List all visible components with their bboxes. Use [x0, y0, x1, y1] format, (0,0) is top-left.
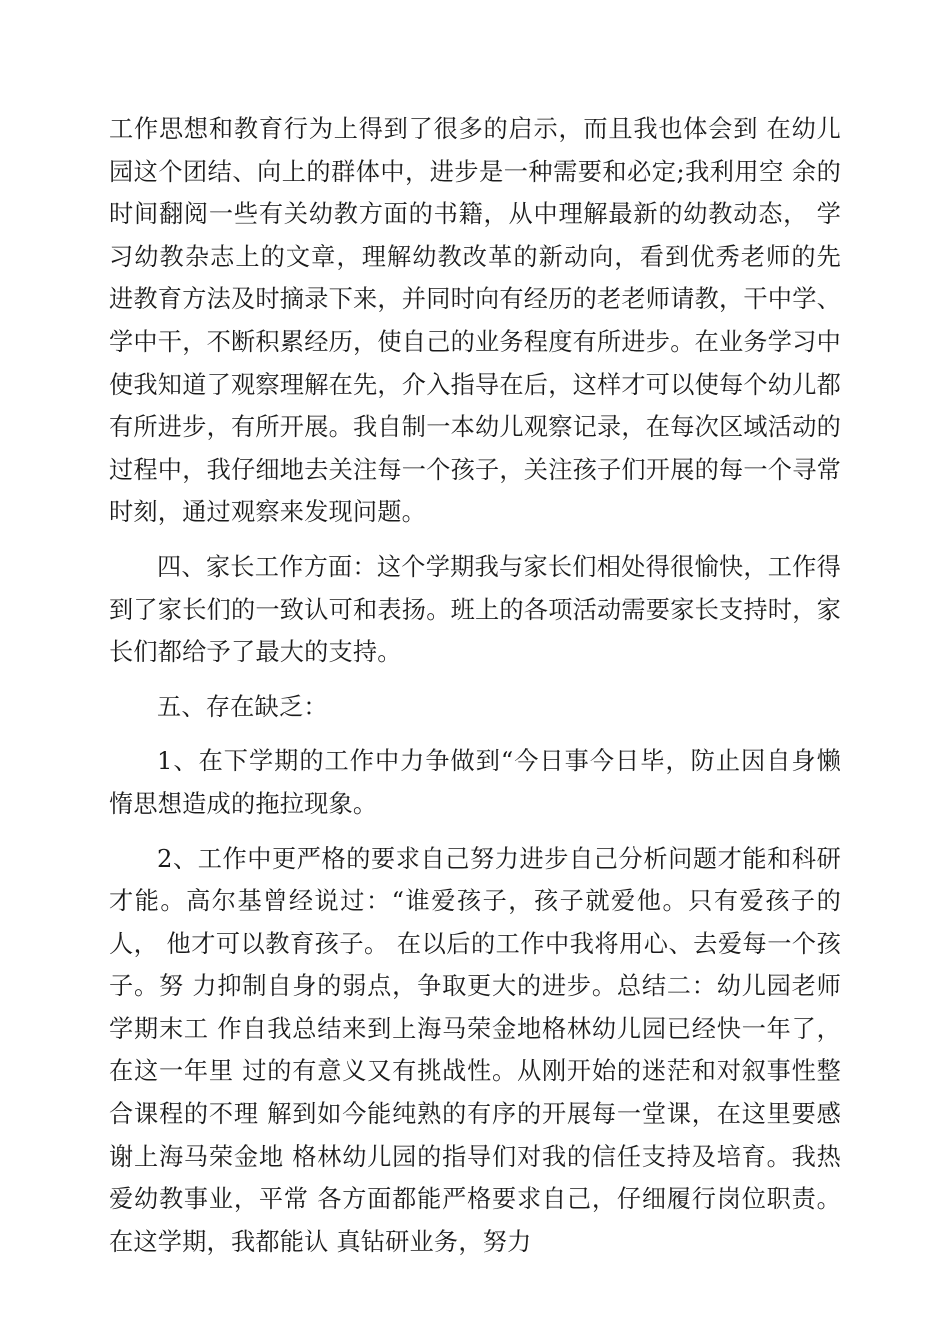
paragraph-parent-work: 四、家长工作方面：这个学期我与家长们相处得很愉快，工作得 到了家长们的一致认可和表扬。班上的各项活动需要家长支持时，家 长们都给予了最大的支持。: [109, 552, 841, 667]
document-body: [109, 108, 841, 1263]
paragraph-shortcoming-2: 2、工作中更严格的要求自己努力进步自己分析问题才能和科研才能。高尔基曾经说过：“谁爱孩子，孩子就爱他。只有爱孩子的人， 他才可以教育孩子。 在以后的工作中我将用心、去爱每一个孩子。努 力抑制自身的弱点，争取更大的进步。总结二：幼儿园老师学期末工 作自我总结来到上海马荣金地格林幼儿园已经快一年了，在这一年里 过的有意义又有挑战性。从刚开始的迷茫和对叙事性整合课程的不理 解到如今能纯熟的有序的开展每一堂课，在这里要感谢上海马荣金地 格林幼儿园的指导们对我的信任支持及培育。我热爱幼教事业，平常 各方面都能严格要求自己，仔细履行岗位职责。在这学期，我都能认 真钻研业务，努力: [109, 844, 841, 1256]
paragraph-shortcomings-heading: 五、存在缺乏：: [157, 692, 328, 721]
paragraph-shortcoming-1: 1、在下学期的工作中力争做到“今日事今日毕，防止因自身懒 惰思想造成的拖拉现象。: [109, 747, 841, 818]
paragraph-work-reflection: 工作思想和教育行为上得到了很多的启示，而且我也体会到 在幼儿园这个团结、向上的群体中，进步是一种需要和必定;我利用空 余的时间翻阅一些有关幼教方面的书籍，从中理解最新的幼教动态， 学习幼教杂志上的文章，理解幼教改革的新动向，看到优秀老师的先 进教育方法及时摘录下来，并同时向有经历的老老师请教，干中学、 学中干，不断积累经历，使自己的业务程度有所进步。在业务学习中 使我知道了观察理解在先，介入指导在后，这样才可以使每个幼儿都 有所进步，有所开展。我自制一本幼儿观察记录，在每次区域活动的 过程中，我仔细地去关注每一个孩子，关注孩子们开展的每一个寻常 时刻，通过观察来发现问题。: [109, 115, 841, 527]
